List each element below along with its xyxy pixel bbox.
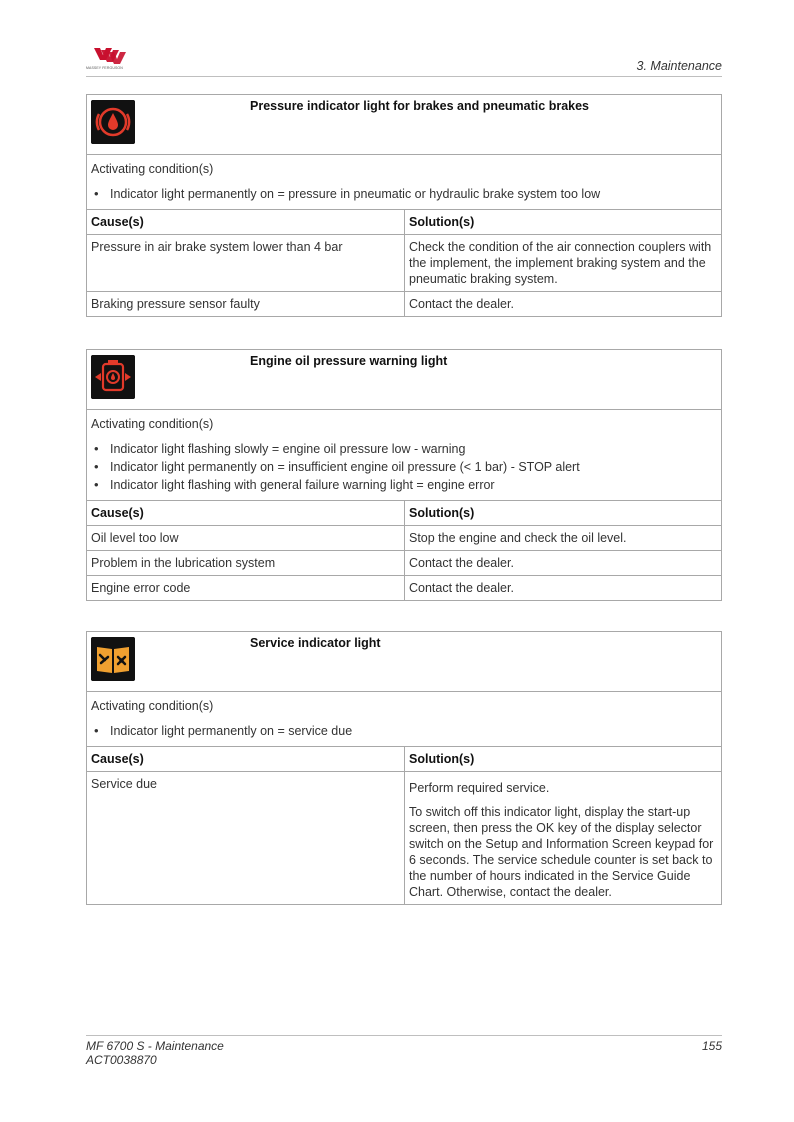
table-row <box>87 526 721 551</box>
table-header-row <box>87 210 721 235</box>
activating-conditions <box>87 410 721 501</box>
conditions-list <box>91 440 717 494</box>
service-block <box>86 631 722 905</box>
oil-pressure-icon <box>91 355 135 399</box>
cause-cell: Braking pressure sensor faulty <box>87 292 405 317</box>
block-title-row <box>87 95 721 155</box>
table-row <box>87 292 721 317</box>
solution-header: Solution(s) <box>409 506 475 520</box>
block-title: Service indicator light <box>250 636 381 650</box>
cause-solution-table <box>87 747 721 904</box>
document-code: ACT0038870 <box>86 1053 157 1067</box>
table-row <box>87 576 721 601</box>
cause-header: Cause(s) <box>87 210 405 235</box>
cause-cell: Problem in the lubrication system <box>87 551 405 576</box>
cause-solution-table <box>87 210 721 316</box>
conditions-label: Activating condition(s) <box>91 699 214 713</box>
cause-cell: Pressure in air brake system lower than 4 bar <box>87 235 405 292</box>
page-number: 155 <box>701 1039 722 1053</box>
table-row <box>87 235 721 292</box>
activating-conditions <box>87 155 721 210</box>
table-row <box>87 772 721 905</box>
brake-pressure-block <box>86 94 722 317</box>
conditions-list <box>91 722 717 740</box>
solution-text: To switch off this indicator light, display the start-up screen, then press the OK key of the display selector switch on the Setup and Information Screen keypad for 6 seconds. The service schedule counter is set back to the number of hours indicated in the Service Guide Chart. Otherwise, contact the dealer. <box>409 805 714 899</box>
block-title-row <box>87 632 721 692</box>
cause-solution-table <box>87 501 721 600</box>
page-header <box>86 44 722 77</box>
table-header-row <box>87 747 721 772</box>
block-title: Pressure indicator light for brakes and pneumatic brakes <box>250 99 589 113</box>
solution-header: Solution(s) <box>409 215 475 229</box>
page-footer <box>86 1035 722 1067</box>
table-header-row <box>87 501 721 526</box>
oil-pressure-block <box>86 349 722 601</box>
condition-item: • Indicator light permanently on = pressure in pneumatic or hydraulic brake system too low <box>91 185 717 203</box>
service-icon <box>91 637 135 681</box>
condition-item: • Indicator light flashing with general failure warning light = engine error <box>91 476 717 494</box>
conditions-label: Activating condition(s) <box>91 162 214 176</box>
condition-item: • Indicator light permanently on = service due <box>91 722 717 740</box>
block-title: Engine oil pressure warning light <box>250 354 448 368</box>
solution-cell: Check the condition of the air connection couplers with the implement, the implement braking system and the pneumatic braking system. <box>405 235 722 292</box>
condition-item: • Indicator light permanently on = insufficient engine oil pressure (< 1 bar) - STOP alert <box>91 458 717 476</box>
brake-pressure-icon <box>91 100 135 144</box>
cause-header: Cause(s) <box>87 747 405 772</box>
condition-item: • Indicator light flashing slowly = engine oil pressure low - warning <box>91 440 717 458</box>
document-title: MF 6700 S - Maintenance <box>86 1039 224 1053</box>
solution-cell <box>405 772 722 905</box>
table-row <box>87 551 721 576</box>
conditions-label: Activating condition(s) <box>91 417 214 431</box>
conditions-list <box>91 185 717 203</box>
cause-cell: Oil level too low <box>87 526 405 551</box>
activating-conditions <box>87 692 721 747</box>
section-title: 3. Maintenance <box>636 59 722 73</box>
solution-cell: Contact the dealer. <box>405 551 722 576</box>
solution-cell: Contact the dealer. <box>405 576 722 601</box>
cause-cell: Service due <box>87 772 405 905</box>
logo-text: MASSEY FERGUSON <box>86 66 123 70</box>
block-title-row <box>87 350 721 410</box>
solution-cell: Contact the dealer. <box>405 292 722 317</box>
solution-header: Solution(s) <box>409 752 475 766</box>
cause-cell: Engine error code <box>87 576 405 601</box>
solution-text: Perform required service. <box>409 781 550 795</box>
cause-header: Cause(s) <box>87 501 405 526</box>
solution-cell: Stop the engine and check the oil level. <box>405 526 722 551</box>
